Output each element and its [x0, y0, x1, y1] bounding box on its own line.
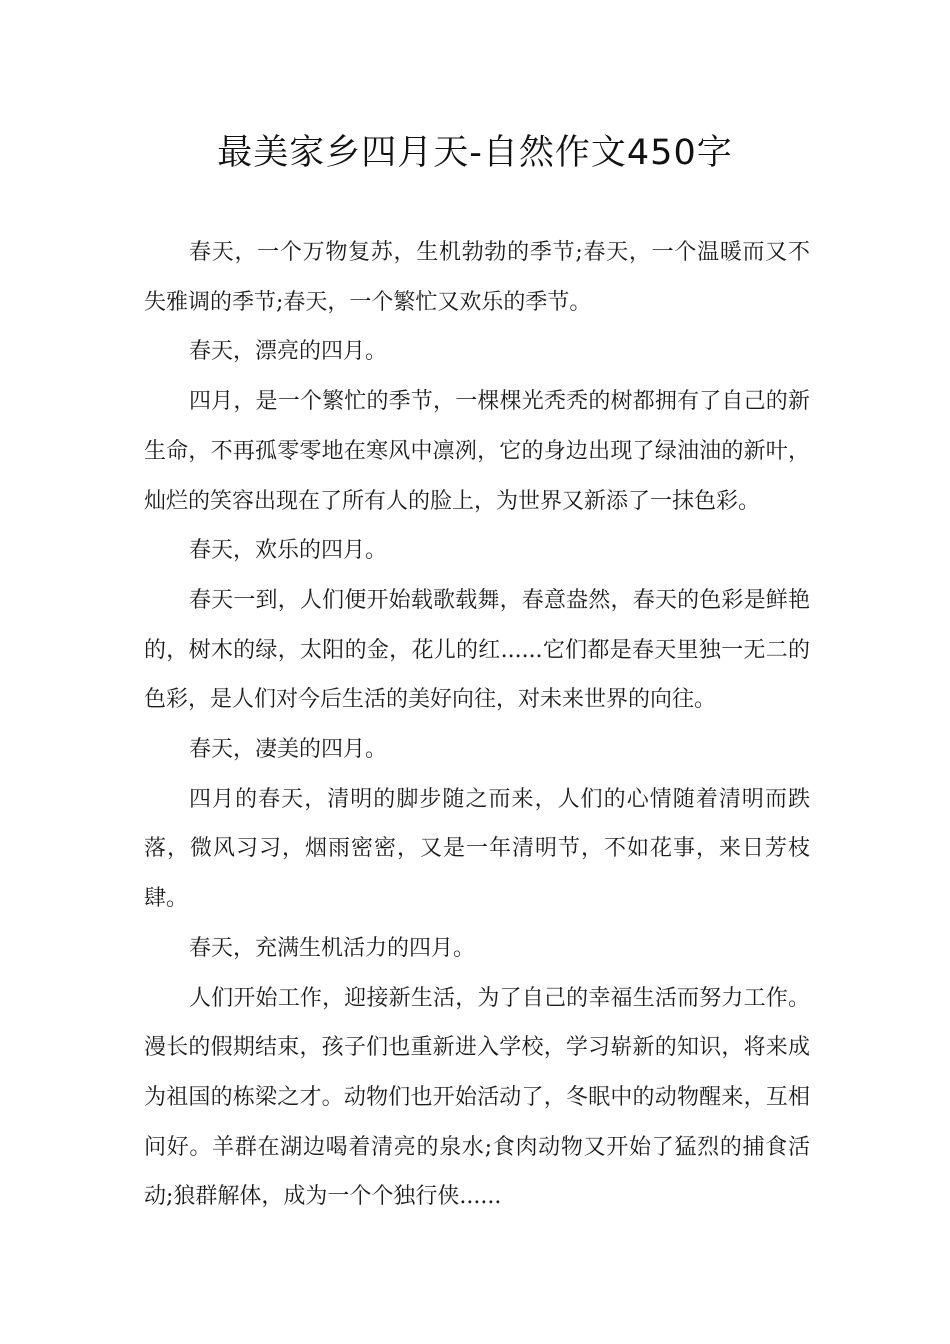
- paragraph: 春天，一个万物复苏，生机勃勃的季节;春天，一个温暖而又不失雅调的季节;春天，一个繁忙又欢乐的季节。: [144, 240, 810, 315]
- document-body: [144, 228, 810, 1222]
- paragraph: 春天，欢乐的四月。: [189, 538, 388, 564]
- paragraph: 四月，是一个繁忙的季节，一棵棵光秃秃的树都拥有了自己的新生命，不再孤零零地在寒风中凛冽，它的身边出现了绿油油的新叶，灿烂的笑容出现在了所有人的脸上，为世界又新添了一抹色彩。: [144, 389, 810, 514]
- paragraph: 春天，充满生机活力的四月。: [189, 935, 476, 961]
- paragraph: 春天，漂亮的四月。: [189, 339, 388, 365]
- document-title: 最美家乡四月天-自然作文450字: [217, 133, 733, 173]
- paragraph: 春天，凄美的四月。: [189, 737, 388, 763]
- paragraph: 人们开始工作，迎接新生活，为了自己的幸福生活而努力工作。漫长的假期结束，孩子们也重新进入学校，学习崭新的知识，将来成为祖国的栋梁之才。动物们也开始活动了，冬眠中的动物醒来，互相问好。羊群在湖边喝着清亮的泉水;食肉动物又开始了猛烈的捕食活动;狼群解体，成为一个个独行侠......: [144, 985, 810, 1210]
- paragraph: 春天一到，人们便开始载歌载舞，春意盎然，春天的色彩是鲜艳的，树木的绿，太阳的金，花儿的红......它们都是春天里独一无二的色彩，是人们对今后生活的美好向往，对未来世界的向往。: [144, 587, 810, 713]
- paragraph: 四月的春天，清明的脚步随之而来，人们的心情随着清明而跌落，微风习习，烟雨密密，又是一年清明节，不如花事，来日芳枝肆。: [144, 786, 810, 912]
